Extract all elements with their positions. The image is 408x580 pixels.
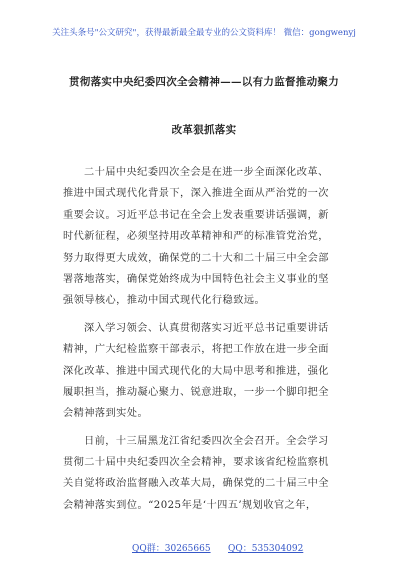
text-line: 强领导核心，推动中国式现代化行稳致远。 xyxy=(63,295,266,307)
text-line: 精神，广大纪检监察干部表示，将把工作放在进一步全面 xyxy=(63,344,329,356)
text-line: 会精神落实到位。“2025年是‘十四五’规划收官之年， xyxy=(63,499,317,511)
text-line: 关自觉将政治监督融入改革大局，确保党的二十届三中全 xyxy=(63,478,329,490)
text-line: 努力取得更大成效，确保党的二十大和二十届三中全会部 xyxy=(63,252,329,264)
text-line: 推进中国式现代化背景下，深入推进全面从严治党的一次 xyxy=(63,188,329,200)
paragraph-3 xyxy=(63,431,345,517)
header-note: 关注头条号"公文研究"，获得最新最全最专业的公文资料库！ 微信：gongwenyj xyxy=(52,28,356,38)
qq-group-link[interactable]: QQ群：30265665 xyxy=(132,544,211,554)
text-line: 贯彻二十届中央纪委四次全会精神，要求该省纪检监察机 xyxy=(63,457,329,469)
text-line: 深入学习领会、认真贯彻落实习近平总书记重要讲话 xyxy=(84,322,329,334)
text-line: 会精神落到实处。 xyxy=(63,408,149,420)
document-body xyxy=(63,162,345,516)
text-line: 深化改革、推进中国式现代化的大局中思考和推进，强化 xyxy=(63,365,329,377)
qq-contact-link[interactable]: QQ：535304092 xyxy=(228,544,304,554)
text-line: 署落地落实，确保党始终成为中国特色社会主义事业的坚 xyxy=(63,273,329,285)
paragraph-2 xyxy=(63,318,345,425)
paragraph-1 xyxy=(63,162,345,312)
text-line: 日前，十三届黑龙江省纪委四次全会召开。全会学习 xyxy=(84,435,329,447)
document-title-line-2: 改革狠抓落实 xyxy=(171,124,237,136)
text-line: 重要会议。习近平总书记在全会上发表重要讲话强调，新 xyxy=(63,209,329,221)
document-title-line-1: 贯彻落实中央纪委四次全会精神——以有力监督推动聚力 xyxy=(69,76,339,88)
text-line: 二十届中央纪委四次全会是在进一步全面深化改革、 xyxy=(84,167,329,178)
text-line: 时代新征程，必须坚持用改革精神和严的标准管党治党， xyxy=(63,231,329,243)
text-line: 履职担当，推动凝心聚力、锐意进取，一步一个脚印把全 xyxy=(63,386,329,398)
